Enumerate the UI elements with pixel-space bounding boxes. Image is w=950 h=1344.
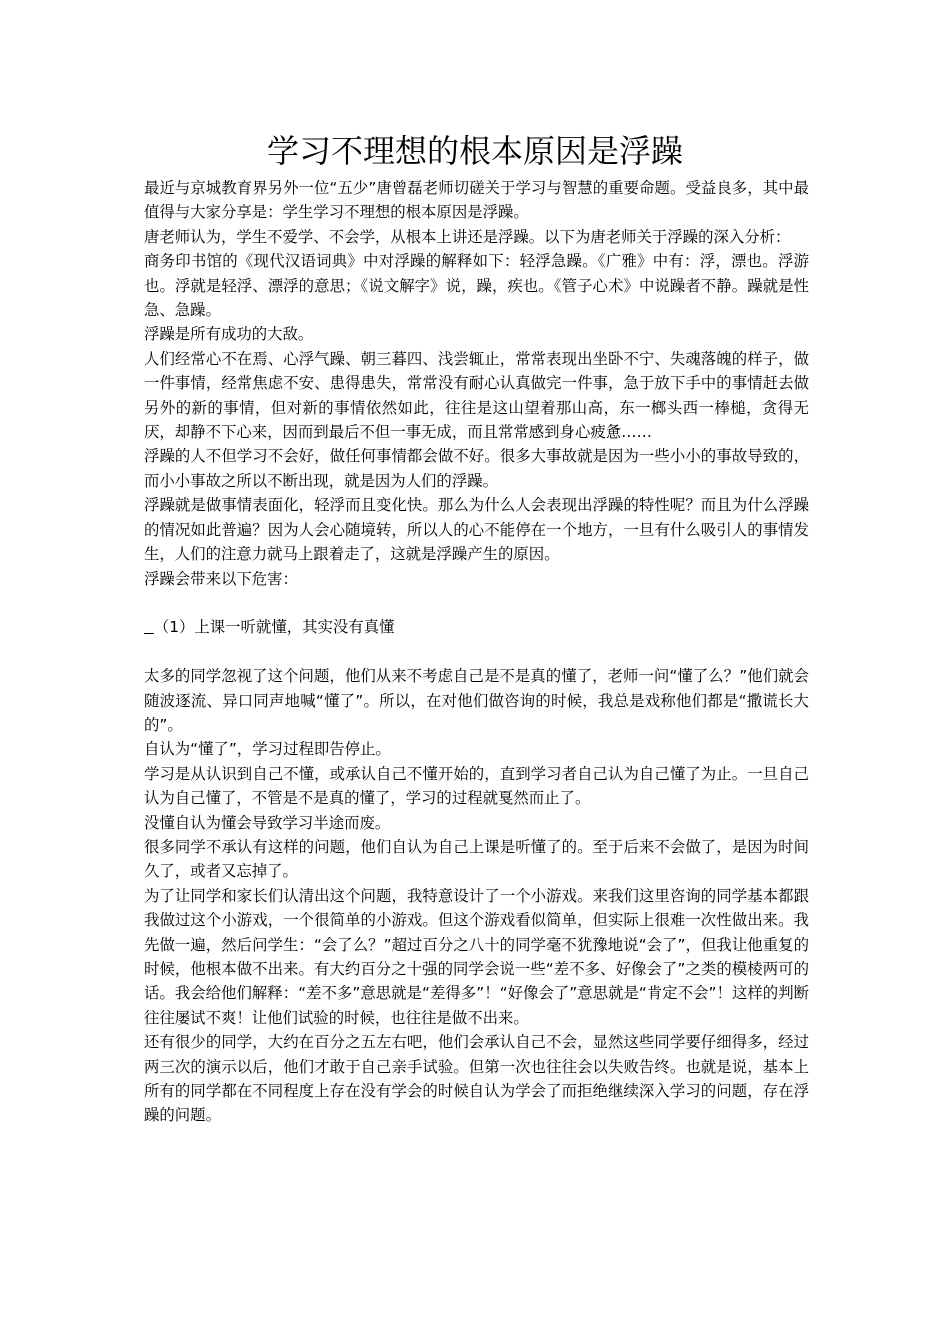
blank-line: [144, 640, 809, 664]
page-title: 学习不理想的根本原因是浮躁: [266, 132, 683, 170]
paragraph: 浮躁就是做事情表面化，轻浮而且变化快。那么为什么人会表现出浮躁的特性呢？而且为什么浮躁的情况如此普遍？因为人会心随境转，所以人的心不能停在一个地方，一旦有什么吸引人的事情发生，人们的注意力就马上跟着走了，这就是浮躁产生的原因。: [144, 496, 809, 564]
paragraph: 学习是从认识到自己不懂，或承认自己不懂开始的，直到学习者自己认为自己懂了为止。一旦自己认为自己懂了，不管是不是真的懂了，学习的过程就戛然而止了。: [144, 764, 809, 808]
paragraph: 最近与京城教育界另外一位“五少”唐曾磊老师切磋关于学习与智慧的重要命题。受益良多，其中最值得与大家分享是：学生学习不理想的根本原因是浮躁。: [144, 179, 809, 222]
section-heading-line: [144, 615, 809, 639]
paragraph: 太多的同学忽视了这个问题，他们从来不考虑自己是不是真的懂了，老师一问“懂了么？”他们就会随波逐流、异口同声地喊“懂了”。所以，在对他们做咨询的时候，我总是戏称他们都是“撒谎长大的”。: [144, 667, 809, 734]
document-body: [144, 176, 809, 1128]
paragraph: 人们经常心不在焉、心浮气躁、朝三暮四、浅尝辄止，常常表现出坐卧不宁、失魂落魄的样子，做一件事情，经常焦虑不安、患得患失，常常没有耐心认真做完一件事，急于放下手中的事情赶去做另外的新的事情，但对新的事情依然如此，往往是这山望着那山高，东一榔头西一棒槌，贪得无厌，却静不下心来，因而到最后不但一事无成，而且常常感到身心疲惫……: [144, 349, 809, 442]
paragraph: 浮躁会带来以下危害：: [144, 569, 298, 588]
paragraph: 浮躁是所有成功的大敌。: [144, 325, 314, 344]
paragraph: 很多同学不承认有这样的问题，他们自认为自己上课是听懂了的。至于后来不会做了，是因为时间久了，或者又忘掉了。: [144, 837, 809, 881]
paragraph: 唐老师认为，学生不爱学、不会学，从根本上讲还是浮躁。以下为唐老师关于浮躁的深入分析：: [144, 227, 791, 246]
paragraph: 为了让同学和家长们认清出这个问题，我特意设计了一个小游戏。来我们这里咨询的同学基本都跟我做过这个小游戏，一个很简单的小游戏。但这个游戏看似简单，但实际上很难一次性做出来。我先做一遍，然后问学生：“会了么？”超过百分之八十的同学毫不犹豫地说“会了”，但我让他重复的时候，他根本做不出来。有大约百分之十强的同学会说一些“差不多、好像会了”之类的模棱两可的话。我会给他们解释：“差不多”意思就是“差得多”！“好像会了”意思就是“肯定不会”！这样的判断往往屡试不爽！让他们试验的时候，也往往是做不出来。: [144, 886, 809, 1027]
paragraph: 自认为“懂了”，学习过程即告停止。: [144, 740, 391, 759]
section-heading: （1）上课一听就懂，其实没有真懂: [153, 618, 395, 637]
paragraph: 没懂自认为懂会导致学习半途而废。: [144, 813, 391, 832]
paragraph: 还有很少的同学，大约在百分之五左右吧，他们会承认自己不会，显然这些同学要仔细得多，经过两三次的演示以后，他们才敢于自己亲手试验。但第一次也往往会以失败告终。也就是说，基本上所有的同学都在不同程度上存在没有学会的时候自认为学会了而拒绝继续深入学习的问题，存在浮躁的问题。: [144, 1033, 809, 1125]
paragraph: 商务印书馆的《现代汉语词典》中对浮躁的解释如下：轻浮急躁。《广雅》中有：浮，漂也。浮游也。浮就是轻浮、漂浮的意思；《说文解字》说，躁，疾也。《管子心术》中说躁者不静。躁就是性急、急躁。: [144, 252, 809, 320]
blank-line: [144, 591, 809, 615]
underline-mark: [144, 618, 154, 636]
paragraph: 浮躁的人不但学习不会好，做任何事情都会做不好。很多大事故就是因为一些小小的事故导致的，而小小事故之所以不断出现，就是因为人们的浮躁。: [144, 447, 809, 490]
